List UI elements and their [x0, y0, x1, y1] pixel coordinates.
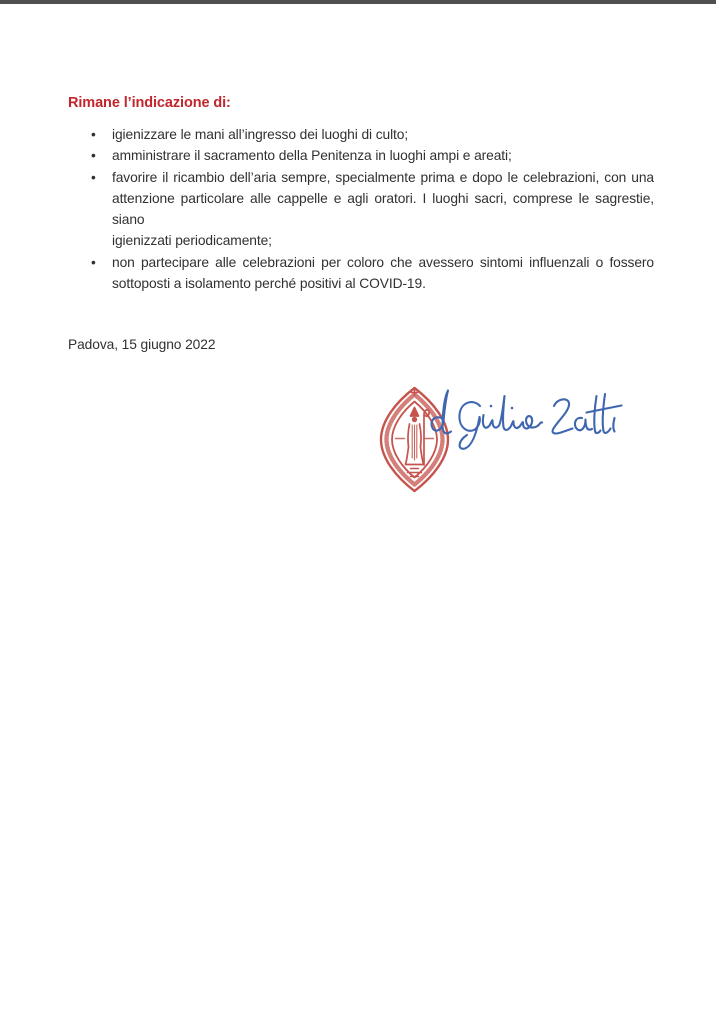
- bullet-marker-icon: •: [91, 127, 96, 142]
- bullet-item: [91, 145, 654, 166]
- bullet-list: [91, 124, 654, 294]
- bullet-text-line: non partecipare alle celebrazioni per coloro che avessero sintomi influenzali o fossero: [112, 254, 654, 270]
- bullet-text-line: sottoposti a isolamento perché positivi al COVID-19.: [112, 276, 426, 292]
- bullet-text-line: favorire il ricambio dell’aria sempre, specialmente prima e dopo le celebrazioni, con una: [112, 169, 654, 185]
- dateline: Padova, 15 giugno 2022: [68, 337, 216, 352]
- bullet-marker-icon: •: [91, 148, 96, 164]
- bullet-marker-icon: •: [91, 169, 96, 185]
- bullet-text-line: igienizzati periodicamente;: [112, 233, 272, 249]
- bullet-item: [91, 124, 654, 145]
- bullet-item: [91, 252, 654, 295]
- window-top-border: [0, 0, 716, 4]
- handwritten-signature: [424, 385, 626, 453]
- document-heading: Rimane l’indicazione di:: [68, 95, 231, 111]
- bullet-text-line: attenzione particolare alle cappelle e agli oratori. I luoghi sacri, comprese le sagrestie, siano: [112, 190, 654, 228]
- bullet-text-line: amministrare il sacramento della Penitenza in luoghi ampi e areati;: [112, 148, 512, 164]
- bullet-item: [91, 167, 654, 252]
- bullet-text-line: igienizzare le mani all’ingresso dei luoghi di culto;: [112, 127, 409, 142]
- bullet-marker-icon: •: [91, 254, 96, 270]
